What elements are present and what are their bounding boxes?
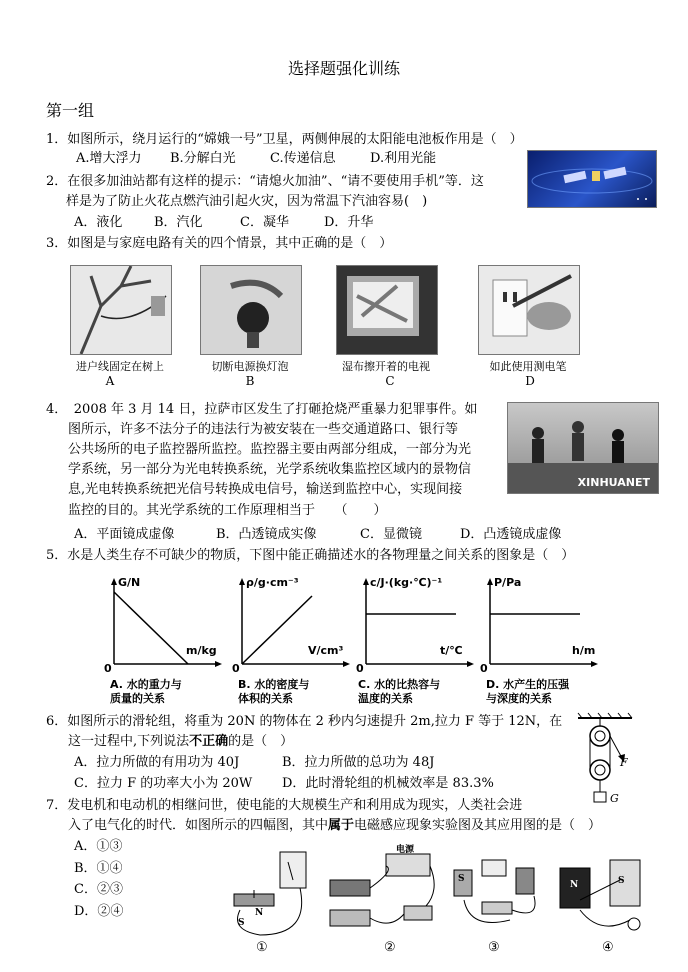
graph-d-caption1: D. 水产生的压强 [486, 678, 570, 691]
q7-figure [220, 840, 660, 940]
q5-graph-d [476, 574, 616, 704]
tree-wire-icon [71, 266, 171, 354]
graph-c-caption2: 温度的关系 [358, 692, 413, 705]
q4-option-d: D．凸透镜成虚像 [460, 527, 562, 542]
graph-a-caption2: 质量的关系 [110, 692, 165, 705]
q6-option-b: B．拉力所做的总功为 48J [282, 755, 435, 770]
q1-option-c: C.传递信息 [270, 151, 336, 166]
q4-option-b: B．凸透镜成实像 [216, 527, 317, 542]
fig3-label-s: S [458, 874, 465, 884]
question-6-line2 [68, 733, 293, 751]
graph-d-ylabel: P/Pa [494, 576, 522, 589]
q7-line2-post: 电磁感应现象实验图及其应用图的是（ ） [354, 818, 602, 833]
q3-letter-d: D [525, 374, 535, 388]
question-3-text: 3．如图是与家庭电路有关的四个情景，其中正确的是（ ） [46, 236, 393, 251]
graph-d-caption2: 与深度的关系 [486, 692, 552, 705]
q2-option-b: B．汽化 [154, 215, 203, 230]
q2-option-a: A．液化 [74, 215, 123, 230]
graph-c-caption1: C. 水的比热容与 [358, 678, 441, 691]
q3-letter-b: B [245, 374, 255, 388]
question-7-line1: 7．发电机和电动机的相继问世，使电能的大规模生产和利用成为现实，人类社会进 [46, 798, 523, 813]
q7-line2-pre: 入了电气化的时代．如图所示的四幅图，其中 [68, 818, 329, 833]
q7-figure-label-3: ③ [488, 940, 500, 955]
q1-option-a: A.增大浮力 [76, 151, 142, 166]
question-4-line5: 息,光电转换系统把光信号转换成电信号，输送到监控中心，实现间接 [68, 482, 463, 497]
satellite-image [527, 150, 657, 208]
q3-caption-d: 如此使用测电笔 [489, 360, 567, 373]
graph-b-origin: 0 [232, 662, 240, 675]
q7-option-b: B．①④ [74, 861, 123, 876]
q1-option-d: D.利用光能 [370, 151, 437, 166]
q3-image-c [336, 265, 438, 355]
q6-line2-post: 的是（ ） [228, 734, 294, 749]
tv-icon [337, 266, 437, 354]
question-4-line1: 4． 2008 年 3 月 14 日，拉萨市区发生了打砸抢烧严重暴力犯罪事件。如 [46, 402, 478, 417]
graph-b-caption1: B. 水的密度与 [238, 678, 310, 691]
pulley-icon [570, 712, 642, 808]
pulley-diagram [570, 712, 642, 808]
question-2-line2: 样是为了防止火花点燃汽油引起火灾，因为常温下汽油容易( ) [66, 194, 428, 209]
q7-option-d: D．②④ [74, 904, 124, 919]
pulley-label-f: F [620, 756, 628, 769]
question-1-text: 1．如图所示，绕月运行的“嫦娥一号”卫星，两侧伸展的太阳能电池板作用是（ ） [46, 132, 523, 147]
question-7-line2 [68, 817, 601, 835]
group-heading: 第一组 [46, 101, 95, 120]
question-5-text: 5．水是人类生存不可缺少的物质，下图中能正确描述水的各物理量之间关系的图象是（ ） [46, 548, 575, 563]
q7-figure-label-4: ④ [602, 940, 614, 955]
graph-b-ylabel: ρ/g·cm⁻³ [246, 576, 299, 589]
question-4-line3: 公共场所的电子监控器所监控。监控器主要由两部分组成，一部分为光 [68, 442, 472, 457]
graph-c-xlabel: t/℃ [440, 644, 463, 657]
q3-letter-c: C [385, 374, 395, 388]
q3-letter-a: A [105, 374, 115, 388]
q7-figure-label-2: ② [384, 940, 396, 955]
q7-figure-label-1: ① [256, 940, 268, 955]
graph-d-xlabel: h/m [572, 644, 596, 657]
q6-option-a: A．拉力所做的有用功为 40J [74, 755, 240, 770]
q6-option-c: C．拉力 F 的功率大小为 20W [74, 776, 253, 791]
q4-news-photo [507, 402, 659, 494]
q5-graph-b [228, 574, 358, 704]
question-6-line1: 6．如图所示的滑轮组，将重为 20N 的物体在 2 秒内匀速提升 2m,拉力 F 等于 12N，在 [46, 714, 563, 729]
fig1-label-s: S [238, 918, 245, 928]
fig2-label-battery: 电源 [396, 845, 415, 855]
fig4-label-s: S [618, 876, 625, 886]
q2-option-d: D．升华 [324, 215, 374, 230]
question-2-line1: 2．在很多加油站都有这样的提示：“请熄火加油”、“请不要使用手机”等．这 [46, 174, 484, 189]
graph-a-xlabel: m/kg [186, 644, 217, 657]
q5-graph-a [100, 574, 230, 704]
graph-c-origin: 0 [356, 662, 364, 675]
q7-line2-bold: 属于 [328, 818, 355, 833]
q4-option-a: A．平面镜成虚像 [74, 527, 175, 542]
q3-image-a [70, 265, 172, 355]
q7-option-c: C．②③ [74, 882, 123, 897]
q3-image-d [478, 265, 580, 355]
pulley-label-g: G [610, 792, 619, 805]
question-4-line6: 监控的目的。其光学系统的工作原理相当于 （ ） [68, 503, 387, 518]
question-4-line2: 图所示，许多不法分子的违法行为被安装在一些交通道路口、银行等 [68, 422, 459, 437]
graph-a-caption1: A. 水的重力与 [110, 678, 182, 691]
graph-a-ylabel: G/N [118, 576, 141, 589]
q3-caption-a: 进户线固定在树上 [76, 360, 164, 373]
q7-option-a: A．①③ [74, 839, 123, 854]
lightbulb-icon [201, 266, 301, 354]
q6-option-d: D．此时滑轮组的机械效率是 83.3% [282, 776, 494, 791]
xinhuanet-watermark: XINHUANET [577, 476, 650, 489]
q3-caption-b: 切断电源换灯泡 [211, 360, 289, 373]
satellite-icon [528, 151, 656, 207]
q3-caption-c: 湿布擦开着的电视 [342, 360, 430, 373]
page-title: 选择题强化训练 [287, 59, 400, 78]
graph-a-origin: 0 [104, 662, 112, 675]
q2-option-c: C．凝华 [240, 215, 289, 230]
graph-c-ylabel: c/J·(kg·℃)⁻¹ [370, 576, 443, 589]
graph-b-xlabel: V/cm³ [308, 644, 344, 657]
graph-b-caption2: 体积的关系 [238, 692, 293, 705]
q5-graph-c [352, 574, 482, 704]
q6-line2-pre: 这一过程中,下列说法 [68, 734, 190, 749]
q6-line2-bold: 不正确 [189, 734, 229, 749]
q1-option-b: B.分解白光 [170, 151, 236, 166]
fig4-label-n: N [570, 880, 579, 890]
question-4-line4: 学系统，另一部分为光电转换系统，光学系统收集监控区域内的景物信 [68, 462, 472, 477]
test-pen-icon [479, 266, 579, 354]
q3-image-b [200, 265, 302, 355]
electromagnetic-diagram [220, 840, 660, 940]
fig1-label-n: N [255, 908, 264, 918]
graph-d-origin: 0 [480, 662, 488, 675]
q4-option-c: C．显微镜 [360, 527, 422, 542]
